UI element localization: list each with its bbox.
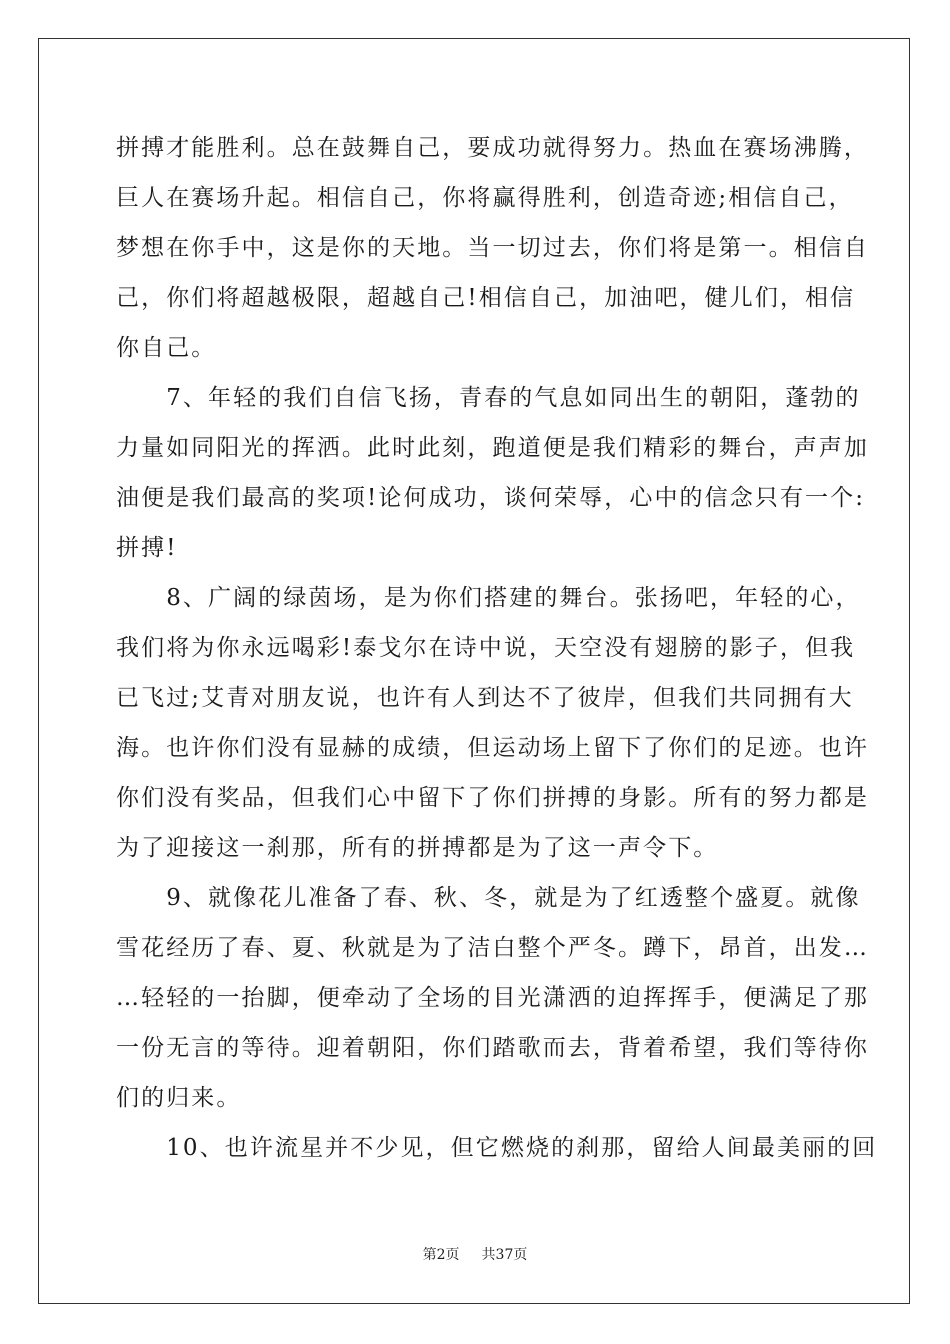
text-line: 雪花经历了春、夏、秋就是为了洁白整个严冬。蹲下，昂首，出发… [116,935,869,961]
text-line: 我们将为你永远喝彩!泰戈尔在诗中说，天空没有翅膀的影子，但我 [116,635,856,661]
text-line: 梦想在你手中，这是你的天地。当一切过去，你们将是第一。相信自 [116,235,869,261]
text-line: 你们没有奖品，但我们心中留下了你们拼搏的身影。所有的努力都是 [116,785,869,811]
text-line: 一份无言的等待。迎着朝阳，你们踏歌而去，背着希望，我们等待你 [116,1035,869,1061]
text-line: 为了迎接这一刹那，所有的拼搏都是为了这一声令下。 [116,835,719,861]
page-number: 第2页 [422,1247,460,1263]
text-line: 力量如同阳光的挥洒。此时此刻，跑道便是我们精彩的舞台，声声加 [116,435,869,461]
text-line: 拼搏! [116,535,178,561]
page-footer [0,1244,950,1264]
text-line: 们的归来。 [116,1085,242,1111]
text-line: 己，你们将超越极限，超越自己!相信自己，加油吧，健儿们，相信 [116,285,856,311]
text-line: 海。也许你们没有显赫的成绩，但运动场上留下了你们的足迹。也许 [116,735,869,761]
paragraph-10-start: 10、也许流星并不少见，但它燃烧的刹那，留给人间最美丽的回 [116,1135,878,1161]
text-line: 巨人在赛场升起。相信自己，你将赢得胜利，创造奇迹;相信自己， [116,185,854,211]
text-line: 你自己。 [116,335,217,361]
text-line: 拼搏才能胜利。总在鼓舞自己，要成功就得努力。热血在赛场沸腾， [116,135,869,161]
page-total: 共37页 [481,1247,528,1263]
paragraph-7-start: 7、年轻的我们自信飞扬，青春的气息如同出生的朝阳，蓬勃的 [116,385,861,411]
text-line: 油便是我们最高的奖项!论何成功，谈何荣辱，心中的信念只有一个: [116,485,866,511]
paragraph-9-start: 9、就像花儿准备了春、秋、冬，就是为了红透整个盛夏。就像 [116,885,861,911]
text-line: 已飞过;艾青对朋友说，也许有人到达不了彼岸，但我们共同拥有大 [116,685,854,711]
text-line: …轻轻的一抬脚，便牵动了全场的目光潇洒的迫挥挥手，便满足了那 [116,985,869,1011]
document-body [116,128,878,1178]
paragraph-8-start: 8、广阔的绿茵场，是为你们搭建的舞台。张扬吧，年轻的心， [116,585,861,611]
